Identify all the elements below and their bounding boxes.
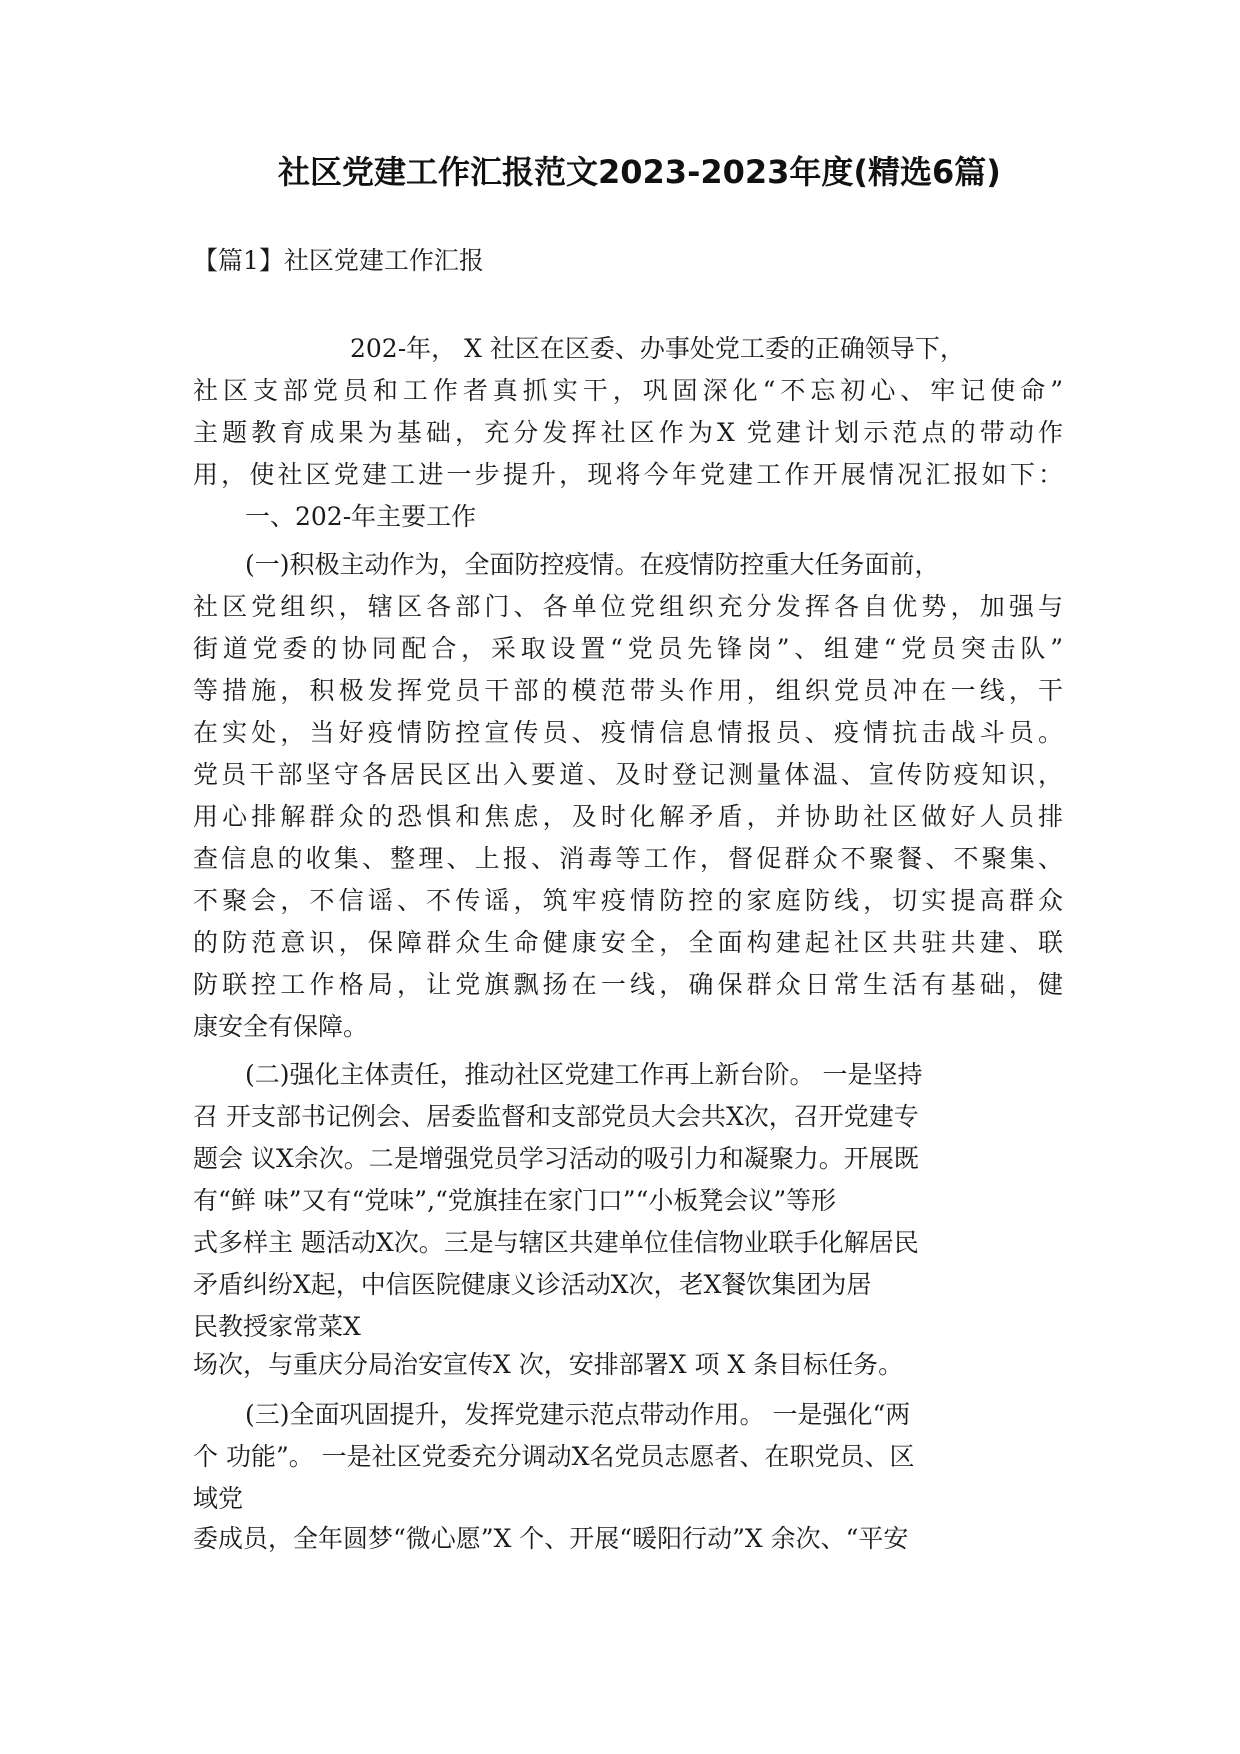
paragraph-line: 有“鲜 味”又有“党味”,“党旗挂在家门口”“小板凳会议”等形: [193, 1186, 837, 1215]
paragraph-line: (二)强化主体责任，推动社区党建工作再上新台阶。 一是坚持: [245, 1060, 923, 1089]
paragraph-line: 在实处，当好疫情防控宣传员、疫情信息情报员、疫情抗击战斗员。: [193, 718, 1063, 747]
paragraph-line: 场次，与重庆分局治安宣传X 次，安排部署X 项 X 条目标任务。: [193, 1350, 904, 1379]
paragraph-line: 个 功能”。 一是社区党委充分调动X名党员志愿者、在职党员、区: [193, 1442, 915, 1471]
paragraph-line: 202-年， X 社区在区委、办事处党工委的正确领导下，: [350, 334, 965, 363]
paragraph-line: 矛盾纠纷X起，中信医院健康义诊活动X次，老X餐饮集团为居: [193, 1270, 872, 1299]
paragraph-line: 召 开支部书记例会、居委监督和支部党员大会共X次，召开党建专: [193, 1102, 919, 1131]
paragraph-line: 用心排解群众的恐惧和焦虑，及时化解矛盾，并协助社区做好人员排: [193, 802, 1063, 831]
paragraph-line: (三)全面巩固提升，发挥党建示范点带动作用。 一是强化“两: [245, 1400, 911, 1429]
document-title: 社区党建工作汇报范文2023-2023年度(精选6篇): [278, 153, 1001, 191]
paragraph-line: 不聚会，不信谣、不传谣，筑牢疫情防控的家庭防线，切实提高群众: [193, 886, 1063, 915]
paragraph-line: 式多样主 题活动X次。三是与辖区共建单位佳信物业联手化解居民: [193, 1228, 919, 1257]
paragraph-line: 主题教育成果为基础，充分发挥社区作为X 党建计划示范点的带动作: [193, 418, 1063, 447]
paragraph-line: 等措施，积极发挥党员干部的模范带头作用，组织党员冲在一线，干: [193, 676, 1063, 705]
paragraph-line: 社区支部党员和工作者真抓实干，巩固深化“不忘初心、牢记使命”: [193, 376, 1063, 405]
paragraph-line: 社区党组织，辖区各部门、各单位党组织充分发挥各自优势，加强与: [193, 592, 1063, 621]
paragraph-line: 查信息的收集、整理、上报、消毒等工作，督促群众不聚餐、不聚集、: [193, 844, 1063, 873]
paragraph-line: 民教授家常菜X: [193, 1312, 361, 1341]
paragraph-line: 党员干部坚守各居民区出入要道、及时登记测量体温、宣传防疫知识，: [193, 760, 1063, 789]
paragraph-line: (一)积极主动作为，全面防控疫情。在疫情防控重大任务面前，: [245, 550, 940, 579]
section-heading: 【篇1】社区党建工作汇报: [193, 246, 484, 275]
paragraph-line: 街道党委的协同配合，采取设置“党员先锋岗”、组建“党员突击队”: [193, 634, 1063, 663]
paragraph-line: 域党: [193, 1484, 244, 1513]
paragraph-line: 委成员，全年圆梦“微心愿”X 个、开展“暖阳行动”X 余次、“平安: [193, 1524, 909, 1553]
paragraph-line: 题会 议X余次。二是增强党员学习活动的吸引力和凝聚力。开展既: [193, 1144, 919, 1173]
subsection-heading: 一、202-年主要工作: [245, 502, 477, 531]
paragraph-line: 防联控工作格局，让党旗飘扬在一线，确保群众日常生活有基础，健: [193, 970, 1063, 999]
paragraph-line: 康安全有保障。: [193, 1012, 369, 1041]
paragraph-line: 用，使社区党建工进一步提升，现将今年党建工作开展情况汇报如下：: [193, 460, 1063, 489]
paragraph-line: 的防范意识，保障群众生命健康安全，全面构建起社区共驻共建、联: [193, 928, 1063, 957]
